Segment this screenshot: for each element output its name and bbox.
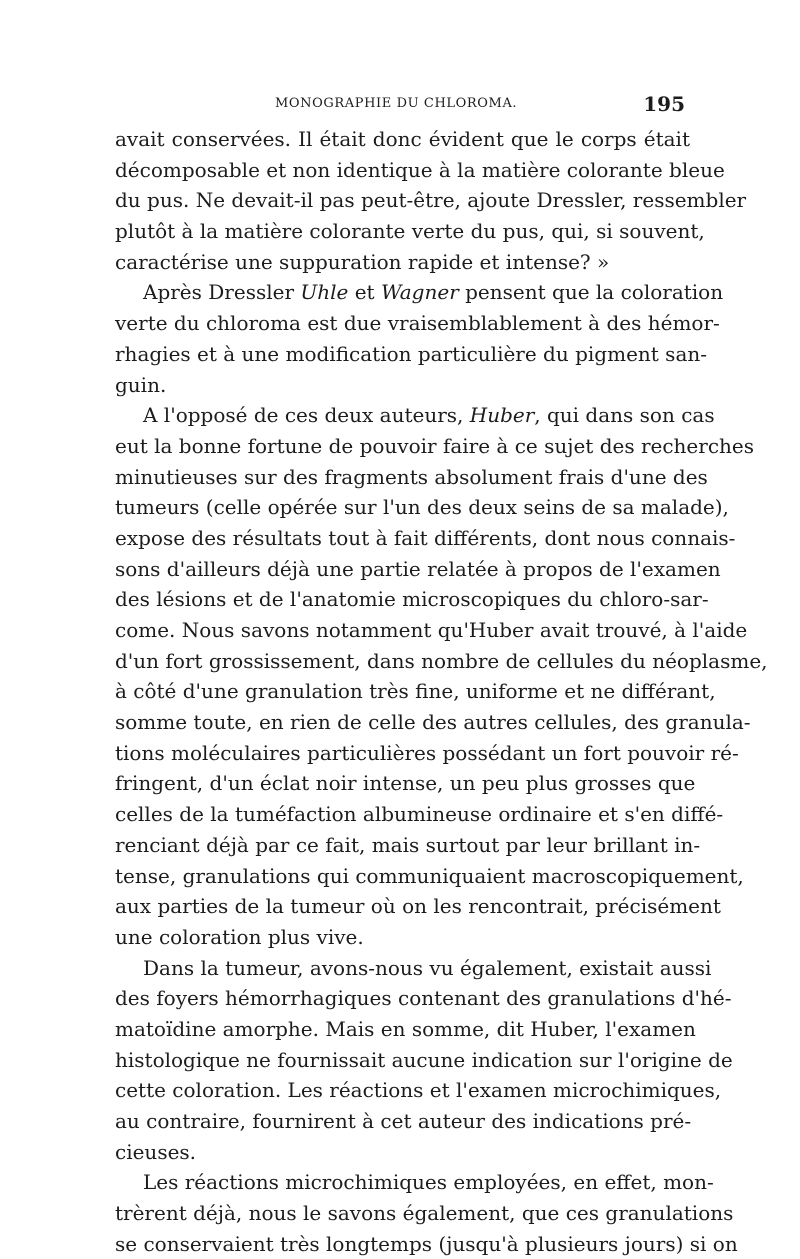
text-line: tumeurs (celle opérée sur l'un des deux seins de sa malade), bbox=[115, 495, 729, 520]
text-line: histologique ne fournissait aucune indication sur l'origine de bbox=[115, 1047, 733, 1072]
text-line: come. Nous savons notamment qu'Huber avait trouvé, à l'aide bbox=[115, 618, 748, 642]
page-number: 195 bbox=[643, 92, 685, 116]
text-line: décomposable et non identique à la matière colorante bleue bbox=[115, 157, 725, 182]
author-name: Wagner bbox=[380, 280, 459, 305]
page-header bbox=[115, 92, 685, 116]
text-line: matoïdine amorphe. Mais en somme, dit Huber, l'examen bbox=[115, 1016, 696, 1041]
text-line: plutôt à la matière colorante verte du pus, qui, si souvent, bbox=[115, 219, 705, 244]
text-line: aux parties de la tumeur où on les rencontrait, précisément bbox=[115, 894, 721, 919]
text-line: verte du chloroma est due vraisemblablement à des hémor- bbox=[115, 311, 720, 336]
text-line: guin. bbox=[115, 372, 167, 397]
text-line: celles de la tuméfaction albumineuse ordinaire et s'en diffé- bbox=[115, 802, 724, 827]
text-line: au contraire, fournirent à cet auteur des indications pré- bbox=[115, 1109, 692, 1133]
text-line: d'un fort grossissement, dans nombre de cellules du néoplasme, bbox=[115, 648, 768, 673]
text-line: minutieuses sur des fragments absolument frais d'une des bbox=[115, 464, 708, 489]
text-line: à côté d'une granulation très fine, uniforme et ne différant, bbox=[115, 679, 716, 704]
text-line: expose des résultats tout à fait différents, dont nous connais- bbox=[115, 525, 736, 550]
text-line: tions moléculaires particulières possédant un fort pouvoir ré- bbox=[115, 740, 739, 765]
running-title: MONOGRAPHIE DU CHLOROMA. bbox=[275, 96, 518, 111]
text-line: caractérise une suppuration rapide et intense? » bbox=[115, 249, 610, 274]
text-line: des lésions et de l'anatomie microscopiques du chloro-sar- bbox=[115, 587, 709, 612]
text-line: sons d'ailleurs déjà une partie relatée à propos de l'examen bbox=[115, 556, 721, 581]
text-line: se conservaient très longtemps (jusqu'à plusieurs jours) si on bbox=[115, 1231, 738, 1256]
text-line: du pus. Ne devait-il pas peut-être, ajoute Dressler, ressembler bbox=[115, 188, 747, 213]
text-line: avait conservées. Il était donc évident que le corps était bbox=[115, 127, 690, 151]
text-line: Les réactions microchimiques employées, en effet, mon- bbox=[143, 1170, 714, 1195]
body-text bbox=[115, 124, 768, 1259]
text-line: Dans la tumeur, avons-nous vu également, existait aussi bbox=[143, 955, 712, 980]
text-line: somme toute, en rien de celle des autres cellules, des granula- bbox=[115, 710, 751, 735]
text-line: cette coloration. Les réactions et l'examen microchimiques, bbox=[115, 1078, 722, 1103]
text-line: eut la bonne fortune de pouvoir faire à ce sujet des recherches bbox=[115, 433, 755, 458]
text-line: cieuses. bbox=[115, 1139, 197, 1164]
text-line: A l'opposé de ces deux auteurs, Huber, qui dans son cas bbox=[143, 403, 715, 428]
author-name: Huber bbox=[469, 403, 535, 428]
text-line: une coloration plus vive. bbox=[115, 924, 364, 949]
text-line: renciant déjà par ce fait, mais surtout par leur brillant in- bbox=[115, 832, 701, 857]
text-line: Après Dressler Uhle et Wagner pensent que la coloration bbox=[143, 280, 724, 305]
text-line: rhagies et à une modification particulière du pigment san- bbox=[115, 341, 708, 366]
text-line: des foyers hémorrhagiques contenant des granulations d'hé- bbox=[115, 986, 732, 1011]
text-line: trèrent déjà, nous le savons également, que ces granulations bbox=[115, 1201, 734, 1226]
text-line: tense, granulations qui communiquaient macroscopiquement, bbox=[115, 863, 744, 888]
text-line: fringent, d'un éclat noir intense, un peu plus grosses que bbox=[115, 771, 696, 796]
author-name: Uhle bbox=[300, 280, 349, 305]
